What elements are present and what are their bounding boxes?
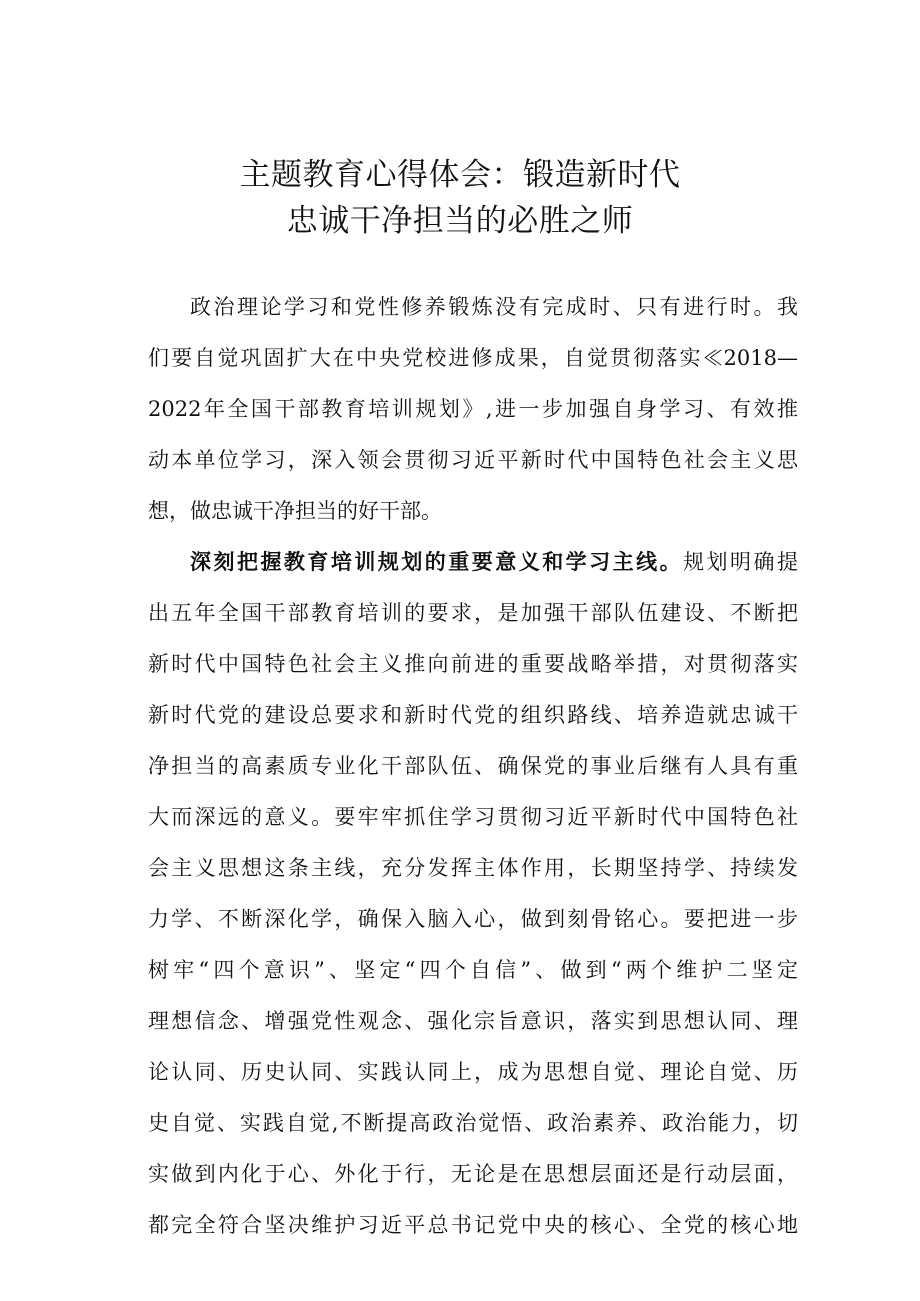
paragraph-1-line-4: 动本单位学习，深入领会贯彻习近平新时代中国特色社会主义思 <box>148 448 798 472</box>
document-title-line-1: 主题教育心得体会：锻造新时代 <box>239 157 681 193</box>
paragraph-2-first-line-rest: 规划明确提 <box>683 550 798 574</box>
paragraph-1-line-2: 们要自觉巩固扩大在中央党校进修成果，自觉贯彻落实≪2018— <box>148 346 798 370</box>
paragraph-2-line-14: 都完全符合坚决维护习近平总书记党中央的核心、全党的核心地 <box>148 1213 798 1237</box>
paragraph-2-line-10: 理想信念、增强党性观念、强化宗旨意识，落实到思想认同、理 <box>148 1009 798 1033</box>
paragraph-1-line-5: 想，做忠诚干净担当的好干部。 <box>148 499 442 523</box>
document-title-line-2: 忠诚干净担当的必胜之师 <box>286 203 634 239</box>
paragraph-2-line-9: 树牢“四个意识”、坚定“四个自信”、做到“两个维护二坚定 <box>148 958 798 982</box>
paragraph-2-line-11: 论认同、历史认同、实践认同上，成为思想自觉、理论自觉、历 <box>148 1060 798 1084</box>
paragraph-2-line-7: 会主义思想这条主线，充分发挥主体作用，长期坚持学、持续发 <box>148 856 798 880</box>
paragraph-2-line-4: 新时代党的建设总要求和新时代党的组织路线、培养造就忠诚干 <box>148 703 798 727</box>
paragraph-2-line-13: 实做到内化于心、外化于行，无论是在思想层面还是行动层面， <box>148 1162 798 1186</box>
paragraph-2-heading: 深刻把握教育培训规划的重要意义和学习主线。 <box>190 549 684 574</box>
paragraph-1-line-1: 政治理论学习和党性修养锻炼没有完成时、只有进行时。我 <box>190 295 798 319</box>
paragraph-2-line-6: 大而深远的意义。要牢牢抓住学习贯彻习近平新时代中国特色社 <box>148 805 798 829</box>
paragraph-1-line-3: 2022年全国干部教育培训规划》,进一步加强自身学习、有效推 <box>148 397 798 421</box>
paragraph-2-line-8: 力学、不断深化学，确保入脑入心，做到刻骨铭心。要把进一步 <box>148 907 798 931</box>
paragraph-2-line-2: 出五年全国干部教育培训的要求，是加强干部队伍建设、不断把 <box>148 601 798 625</box>
paragraph-2-line-5: 净担当的高素质专业化干部队伍、确保党的事业后继有人具有重 <box>148 754 798 778</box>
paragraph-2-line-1 <box>190 547 798 577</box>
paragraph-2-line-12: 史自觉、实践自觉,不断提高政治觉悟、政治素养、政治能力，切 <box>148 1111 798 1135</box>
paragraph-2-line-3: 新时代中国特色社会主义推向前进的重要战略举措，对贯彻落实 <box>148 652 798 676</box>
